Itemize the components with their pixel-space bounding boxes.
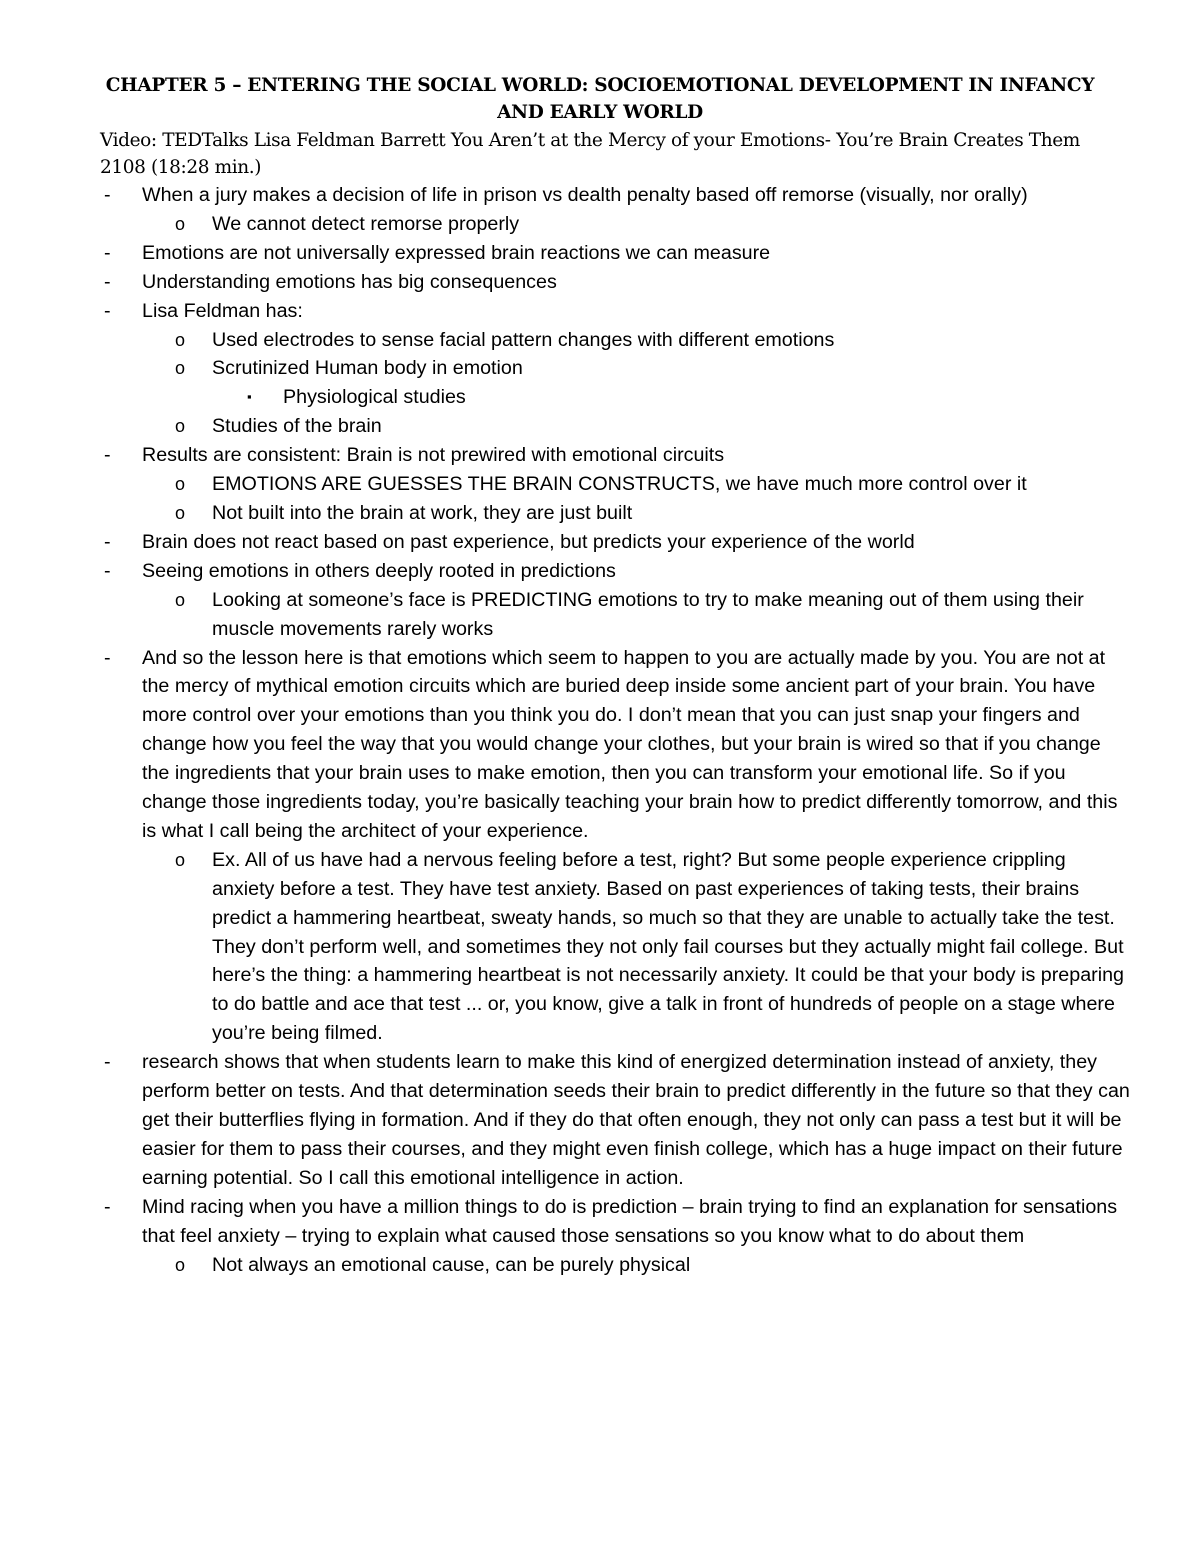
bullet-text: Lisa Feldman has: — [142, 299, 303, 322]
circle-marker: o — [175, 1254, 186, 1275]
bullet-item — [0, 297, 1132, 326]
dash-marker: - — [104, 444, 111, 467]
dash-marker: - — [104, 241, 111, 264]
sub-bullet-item — [0, 470, 1130, 499]
sub-bullet-item — [0, 354, 1130, 383]
circle-marker: o — [175, 213, 186, 234]
bullet-text: Not built into the brain at work, they are just built — [212, 501, 633, 524]
bullet-text: Emotions are not universally expressed brain reactions we can measure — [142, 241, 771, 264]
dash-marker: - — [104, 530, 111, 553]
bullet-item — [0, 441, 1132, 470]
bullet-text: And so the lesson here is that emotions which seem to happen to you are actually made by you. You are not at the mercy of mythical emotion circuits which are buried deep inside some ancient part of your brain. You have more control over your emotions than you think you do. I don’t mean that you can just snap your fingers and change how you feel the way that you would change your clothes, but your brain is wired so that if you change the ingredients that your brain uses to make emotion, then you can transform your emotional life. So if you change those ingredients today, you’re basically teaching your brain how to predict differently tomorrow, and this is what I call being the architect of your experience. — [142, 646, 1118, 842]
bullet-text: Used electrodes to sense facial pattern changes with different emotions — [212, 328, 835, 351]
bullet-text: When a jury makes a decision of life in prison vs dealth penalty based off remorse (visually, nor orally) — [142, 184, 1028, 206]
circle-marker: o — [175, 502, 186, 523]
bullet-text: Seeing emotions in others deeply rooted in predictions — [142, 559, 616, 582]
bullet-text: Mind racing when you have a million things to do is prediction – brain trying to find an explanation for sensations that feel anxiety – trying to explain what caused those sensations so you know what to do about them — [142, 1195, 1118, 1247]
sub-bullet-item — [0, 499, 1130, 528]
bullet-item — [0, 268, 1132, 297]
bullet-text: Studies of the brain — [212, 415, 382, 438]
bullet-text: We cannot detect remorse properly — [212, 212, 520, 235]
bullet-text: Scrutinized Human body in emotion — [212, 357, 523, 380]
sub-bullet-item — [0, 210, 1130, 239]
bullet-item — [0, 1193, 1132, 1251]
sub-bullet-item — [0, 1251, 1130, 1280]
bullet-text: Ex. All of us have had a nervous feeling before a test, right? But some people experience crippling anxiety before a test. They have test anxiety. Based on past experiences of taking tests, their brains predict a hammering heartbeat, sweaty hands, so much so that they are unable to actually take the test. They don’t perform well, and sometimes they not only fail courses but they actually might fail college. But here’s the thing: a hammering heartbeat is not necessarily anxiety. It could be that your body is preparing to do battle and ace that test ... or, you know, give a talk in front of hundreds of people on a stage where you’re being filmed. — [212, 848, 1124, 1045]
bullet-text: EMOTIONS ARE GUESSES THE BRAIN CONSTRUCTS, we have much more control over it — [212, 473, 1027, 496]
bullet-item — [0, 1048, 1132, 1193]
bullet-text: Understanding emotions has big consequences — [142, 270, 557, 293]
circle-marker: o — [175, 416, 186, 437]
bullet-text: Not always an emotional cause, can be purely physical — [212, 1253, 691, 1276]
square-marker: ▪ — [247, 389, 252, 405]
bullet-text: Physiological studies — [283, 386, 466, 409]
sub-bullet-item — [0, 326, 1130, 355]
circle-marker: o — [175, 589, 186, 610]
circle-marker: o — [175, 849, 186, 870]
bullet-item — [0, 644, 1132, 846]
bullet-text: Looking at someone’s face is PREDICTING emotions to try to make meaning out of them using their muscle movements rarely works — [212, 588, 1084, 640]
dash-marker: - — [104, 184, 111, 206]
circle-marker: o — [175, 329, 186, 350]
sub-bullet-item — [0, 586, 1130, 644]
circle-marker: o — [175, 474, 186, 495]
bullet-text: research shows that when students learn to make this kind of energized determination instead of anxiety, they perform better on tests. And that determination seeds their brain to predict differently in the future so that they can get their butterflies flying in formation. And if they do that often enough, they not only can pass a test but it will be easier for them to pass their courses, and they might even finish college, which has a huge impact on their future earning potential. So I call this emotional intelligence in action. — [142, 1051, 1130, 1189]
video-reference: Video: TEDTalks Lisa Feldman Barrett You Aren’t at the Mercy of your Emotions- You’re Brain Creates Them 2108 (18:28 min.) — [100, 130, 1080, 178]
dash-marker: - — [104, 299, 111, 322]
dash-marker: - — [104, 559, 111, 582]
circle-marker: o — [175, 358, 186, 379]
bullet-item — [0, 557, 1132, 586]
dash-marker: - — [104, 1195, 111, 1218]
dash-marker: - — [104, 270, 111, 293]
dash-marker: - — [104, 646, 111, 669]
bullet-text: Results are consistent: Brain is not prewired with emotional circuits — [142, 444, 725, 467]
bullet-item — [0, 528, 1132, 557]
sub-bullet-item — [0, 412, 1130, 441]
bullet-item — [0, 181, 1132, 210]
sub-bullet-item — [0, 846, 1130, 1048]
dash-marker: - — [104, 1051, 111, 1074]
bullet-text: Brain does not react based on past experience, but predicts your experience of the world — [142, 530, 915, 553]
sub-sub-bullet-item — [0, 383, 1130, 412]
page-title: CHAPTER 5 – ENTERING THE SOCIAL WORLD: SOCIOEMOTIONAL DEVELOPMENT IN INFANCY AND EARLY WORLD — [105, 75, 1095, 123]
bullet-item — [0, 239, 1132, 268]
notes-list — [0, 181, 1200, 1279]
